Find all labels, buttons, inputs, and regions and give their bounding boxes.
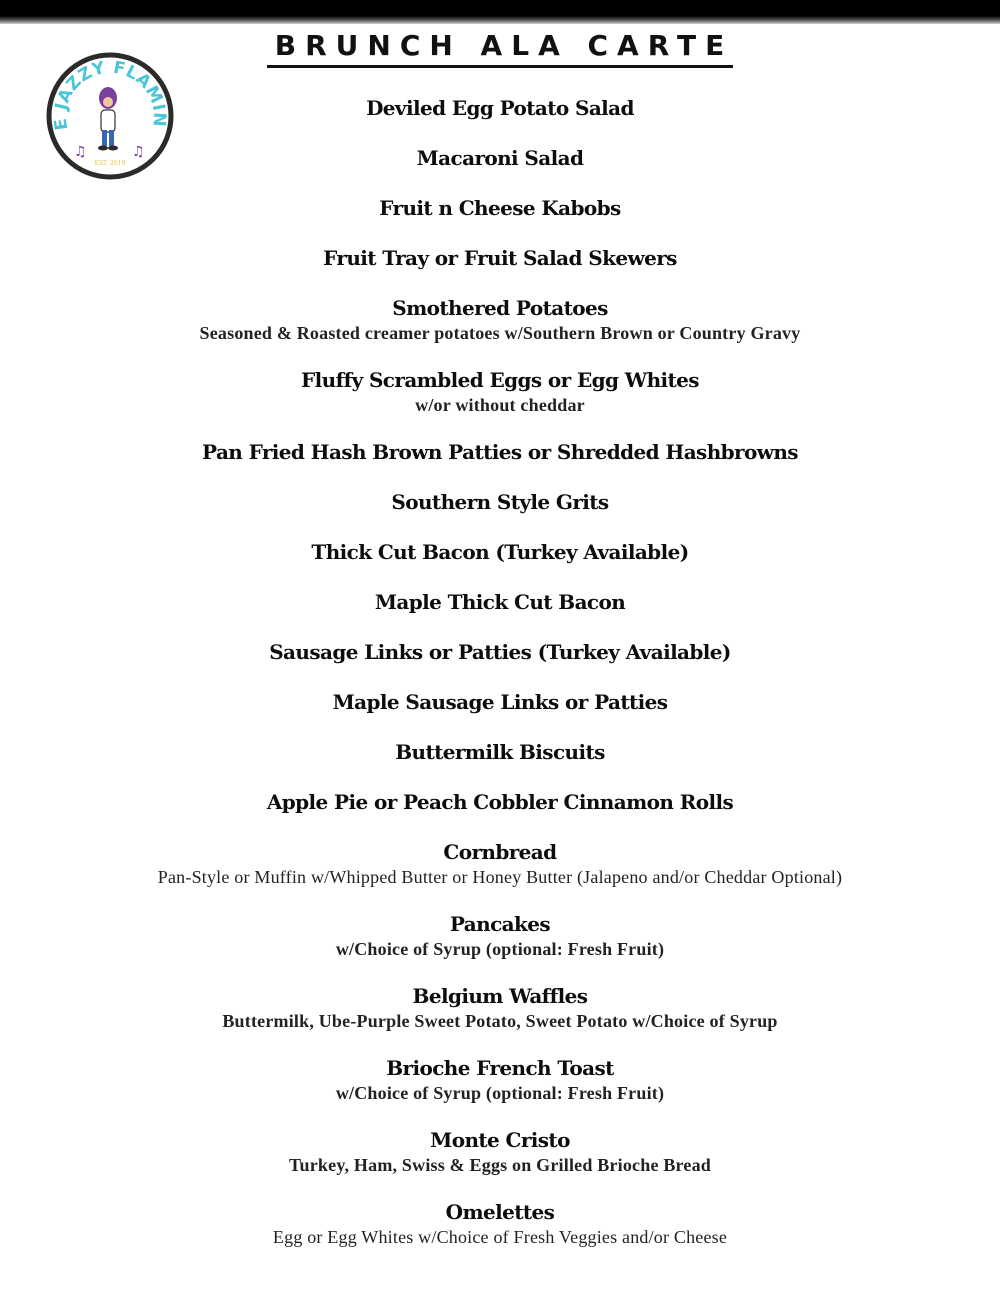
menu-item-name: Pan Fried Hash Brown Patties or Shredded Hashbrowns — [202, 440, 798, 464]
menu-item-name: Thick Cut Bacon (Turkey Available) — [311, 540, 689, 564]
menu-item-description: w/Choice of Syrup (optional: Fresh Fruit) — [335, 939, 665, 959]
menu-item-description: Pan-Style or Muffin w/Whipped Butter or Honey Butter (Jalapeno and/or Cheddar Optional) — [157, 867, 843, 887]
menu-item-name: Belgium Waffles — [412, 984, 588, 1008]
svg-text:♫: ♫ — [132, 144, 145, 160]
menu-item-name: Fruit Tray or Fruit Salad Skewers — [323, 246, 677, 270]
menu-item — [0, 194, 1000, 222]
menu-item — [0, 438, 1000, 466]
menu-item — [0, 294, 1000, 344]
menu-item — [0, 538, 1000, 566]
page-title: BRUNCH ALA CARTE — [267, 30, 733, 68]
menu-item-name: Monte Cristo — [430, 1128, 570, 1152]
menu-item-name: Brioche French Toast — [386, 1056, 614, 1080]
menu-item — [0, 910, 1000, 960]
menu-item — [0, 788, 1000, 816]
menu-item-name: Macaroni Salad — [416, 146, 584, 170]
menu-item — [0, 488, 1000, 516]
menu-item-name: Maple Sausage Links or Patties — [332, 690, 668, 714]
menu-item-description: Turkey, Ham, Swiss & Eggs on Grilled Brioche Bread — [288, 1155, 712, 1175]
top-border — [0, 0, 1000, 24]
menu-item-name: Deviled Egg Potato Salad — [366, 96, 634, 120]
menu-item-description: Egg or Egg Whites w/Choice of Fresh Veggies and/or Cheese — [272, 1227, 728, 1247]
menu-item — [0, 1054, 1000, 1104]
menu-item-name: Omelettes — [445, 1200, 555, 1224]
menu-item — [0, 94, 1000, 122]
logo-est: EST. 2019 — [94, 160, 126, 167]
menu-item — [0, 838, 1000, 888]
menu-item — [0, 1198, 1000, 1248]
logo-text: E JAZZY FLAMIN — [50, 57, 170, 132]
menu-item — [0, 144, 1000, 172]
menu-item-name: Apple Pie or Peach Cobbler Cinnamon Rolls — [266, 790, 734, 814]
menu-item — [0, 588, 1000, 616]
menu-item-name: Pancakes — [449, 912, 551, 936]
menu-item — [0, 366, 1000, 416]
menu-item-name: Maple Thick Cut Bacon — [374, 590, 626, 614]
menu-item-description: Buttermilk, Ube-Purple Sweet Potato, Sweet Potato w/Choice of Syrup — [222, 1011, 778, 1031]
menu-list — [0, 94, 1000, 1270]
svg-text:♫: ♫ — [74, 144, 87, 160]
menu-item-description: w/or without cheddar — [415, 395, 585, 415]
menu-item — [0, 1126, 1000, 1176]
menu-item — [0, 738, 1000, 766]
menu-item-name: Smothered Potatoes — [392, 296, 608, 320]
menu-item-description: w/Choice of Syrup (optional: Fresh Fruit) — [335, 1083, 665, 1103]
menu-item-name: Fluffy Scrambled Eggs or Egg Whites — [301, 368, 699, 392]
menu-item-name: Sausage Links or Patties (Turkey Available) — [269, 640, 731, 664]
menu-item-name: Cornbread — [443, 840, 557, 864]
menu-item — [0, 244, 1000, 272]
menu-item — [0, 982, 1000, 1032]
menu-item-name: Buttermilk Biscuits — [395, 740, 605, 764]
menu-item — [0, 638, 1000, 666]
menu-item-name: Southern Style Grits — [391, 490, 609, 514]
menu-item-name: Fruit n Cheese Kabobs — [379, 196, 621, 220]
menu-item-description: Seasoned & Roasted creamer potatoes w/Southern Brown or Country Gravy — [199, 323, 801, 343]
menu-item — [0, 688, 1000, 716]
